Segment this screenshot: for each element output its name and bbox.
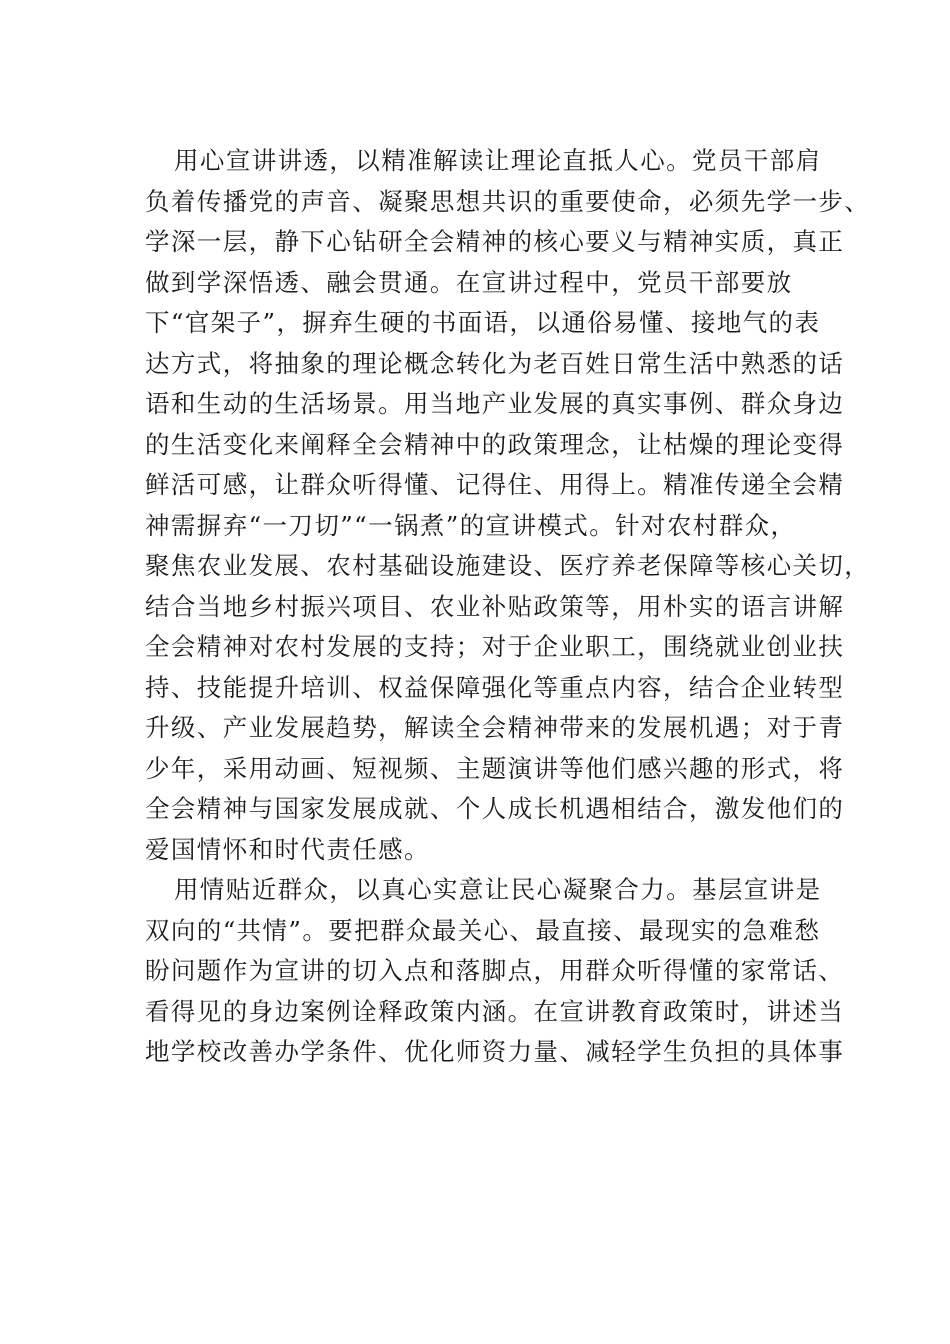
text-line: 用心宣讲讲透，以精准解读让理论直抵人心。党员干部肩 [174,146,822,175]
body-text [145,141,871,1073]
paragraph-2 [145,870,845,1073]
text-line: 达方式，将抽象的理论概念转化为老百姓日常生活中熟悉的话 [145,348,845,378]
paragraph-1 [145,141,871,870]
text-line: 少年，采用动画、短视频、主题演讲等他们感兴趣的形式，将 [145,753,845,783]
text-line: 神需摒弃“一刀切”“一锅煮”的宣讲模式。针对农村群众， [145,510,797,540]
text-line: 学深一层，静下心钻研全会精神的核心要义与精神实质，真正 [145,227,845,256]
text-line: 看得见的身边案例诠释政策内涵。在宣讲教育政策时，讲述当 [145,996,845,1026]
text-line: 鲜活可感，让群众听得懂、记得住、用得上。精准传递全会精 [145,470,845,499]
text-line: 双向的“共情”。要把群众最关心、最直接、最现实的急难愁 [145,915,821,945]
text-line: 结合当地乡村振兴项目、农业补贴政策等，用朴实的语言讲解 [145,591,845,621]
text-line: 做到学深悟透、融会贯通。在宣讲过程中，党员干部要放 [145,267,793,297]
text-line: 下“官架子”，摒弃生硬的书面语，以通俗易懂、接地气的表 [145,308,821,337]
text-line: 盼问题作为宣讲的切入点和落脚点，用群众听得懂的家常话、 [145,956,845,985]
text-line: 持、技能提升培训、权益保障强化等重点内容，结合企业转型 [145,672,845,702]
text-line: 全会精神对农村发展的支持；对于企业职工，围绕就业创业扶 [145,632,845,661]
text-line: 负着传播党的声音、凝聚思想共识的重要使命，必须先学一步、 [145,186,871,216]
text-line: 用情贴近群众，以真心实意让民心凝聚合力。基层宣讲是 [174,875,822,904]
text-line: 爱国情怀和时代责任感。 [145,834,430,864]
text-line: 地学校改善办学条件、优化师资力量、减轻学生负担的具体事 [145,1037,845,1066]
text-line: 语和生动的生活场景。用当地产业发展的真实事例、群众身边 [145,389,845,418]
text-line: 全会精神与国家发展成就、个人成长机遇相结合，激发他们的 [145,794,845,823]
text-line: 升级、产业发展趋势，解读全会精神带来的发展机遇；对于青 [145,713,845,742]
text-line: 的生活变化来阐释全会精神中的政策理念，让枯燥的理论变得 [145,429,845,459]
text-line: 聚焦农业发展、农村基础设施建设、医疗养老保障等核心关切， [145,551,871,580]
